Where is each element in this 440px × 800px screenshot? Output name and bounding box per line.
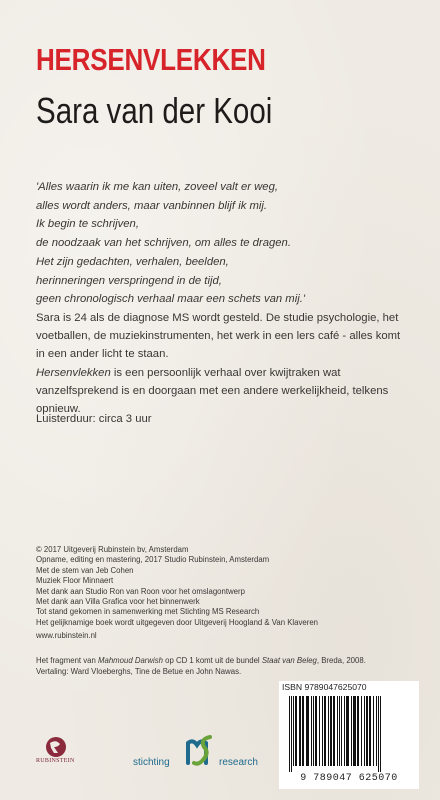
barcode-bar: [337, 696, 338, 766]
note-prefix: Het fragment van: [36, 656, 98, 665]
note-suffix: , Breda, 2008.: [316, 656, 366, 665]
quote-line: geen chronologisch verhaal maar een schets van mij.': [36, 293, 306, 306]
barcode-bar: [328, 696, 329, 766]
poem-quote: [36, 178, 305, 309]
ms-logo-left-word: stichting: [133, 757, 170, 768]
quote-line: 'Alles waarin ik me kan uiten, zoveel valt er weg,: [36, 181, 279, 193]
barcode-bar: [364, 696, 365, 766]
credit-line: Het gelijknamige boek wordt uitgegeven door Uitgeverij Hoogland & Van Klaveren: [36, 617, 319, 627]
barcode-bar: [293, 696, 294, 766]
credit-line: Met de stem van Jeb Cohen: [36, 565, 134, 575]
barcode-bar: [291, 696, 292, 772]
rubinstein-logo-text: RUBINSTEIN: [36, 758, 75, 764]
barcode-bar: [376, 696, 377, 766]
listening-duration: Luisterduur: circa 3 uur: [36, 413, 152, 425]
isbn-label: ISBN 9789047625070: [282, 682, 367, 692]
barcode-bar: [380, 696, 381, 772]
barcode-bar: [313, 696, 314, 766]
barcode-bar: [324, 696, 326, 766]
barcode-bar: [373, 696, 374, 766]
barcode-bar: [361, 696, 362, 766]
credit-line: Met dank aan Villa Grafica voor het binnenwerk: [36, 597, 200, 607]
credit-line: Opname, editing en mastering, 2017 Studio Rubinstein, Amsterdam: [36, 555, 270, 565]
barcode-bar: [315, 696, 317, 766]
publisher-website: www.rubinstein.nl: [36, 631, 97, 640]
barcode-bar: [299, 696, 301, 766]
barcode-bar: [351, 696, 352, 766]
barcode-number: 9 789047 625070: [300, 773, 398, 784]
quote-line: de noodzaak van het schrijven, om alles te dragen.: [36, 237, 291, 250]
quote-line: Ik begin te schrijven,: [36, 218, 139, 231]
note-book: Staat van Beleg: [261, 656, 317, 665]
ms-logo-right-word: research: [219, 757, 258, 768]
barcode-bar: [319, 696, 320, 766]
barcode-bar: [311, 696, 312, 766]
barcode-bar: [346, 696, 349, 766]
barcode-bar: [339, 696, 340, 766]
quote-line: alles wordt anders, maar vanbinnen blijf ik mij.: [36, 199, 268, 212]
barcode-bar: [353, 696, 356, 766]
quote-line: herinneringen verspringend in de tijd,: [36, 274, 222, 287]
rubinstein-logo-icon: [36, 735, 84, 775]
barcode: [279, 681, 419, 789]
note-poet: Mahmoud Darwish: [97, 656, 163, 665]
credits-block: [36, 545, 318, 628]
author-name: Sara van der Kooi: [36, 90, 273, 131]
barcode-bar: [357, 696, 359, 766]
credit-line: Muziek Floor Minnaert: [36, 576, 114, 586]
barcode-bar: [378, 696, 379, 772]
barcode-bar: [306, 696, 309, 766]
fragment-note: [36, 656, 366, 677]
credit-line: © 2017 Uitgeverij Rubinstein bv, Amsterdam: [36, 545, 189, 554]
credit-line: Tot stand gekomen in samenwerking met Stichting MS Research: [36, 607, 260, 617]
book-title-italic: Hersenvlekken: [36, 367, 111, 379]
note-middle: op CD 1 komt uit de bundel: [162, 656, 262, 665]
barcode-bar: [289, 696, 290, 772]
barcode-bar: [366, 696, 368, 766]
barcode-bar: [330, 696, 332, 766]
barcode-bar: [369, 696, 371, 766]
barcode-bars: [279, 694, 419, 774]
barcode-bar: [333, 696, 335, 766]
note-line-2: Vertaling: Ward Vloeberghs, Tine de Betue en John Nawas.: [36, 666, 242, 676]
barcode-bar: [322, 696, 323, 766]
note-line-1: [36, 656, 366, 667]
barcode-bar: [341, 696, 342, 766]
barcode-bar: [302, 696, 304, 766]
synopsis-paragraph-1: Sara is 24 als de diagnose MS wordt gesteld. De studie psychologie, het voetballen, de muziekinstrumenten, het werk in een lers café - alles komt in een ander licht te staan.: [36, 312, 401, 360]
credit-line: Met dank aan Studio Ron van Roon voor het omslagontwerp: [36, 586, 245, 596]
book-title: HERSENVLEKKEN: [36, 42, 266, 77]
ms-research-logo-icon: [184, 733, 216, 769]
quote-line: Het zijn gedachten, verhalen, beelden,: [36, 255, 229, 268]
synopsis-paragraph-2-text: is een persoonlijk verhaal over kwijtraken wat vanzelfsprekend is en doorgaan met een andere werkelijkheid, telkens opnieuw.: [36, 367, 389, 415]
barcode-bar: [344, 696, 345, 766]
barcode-bar: [295, 696, 297, 766]
